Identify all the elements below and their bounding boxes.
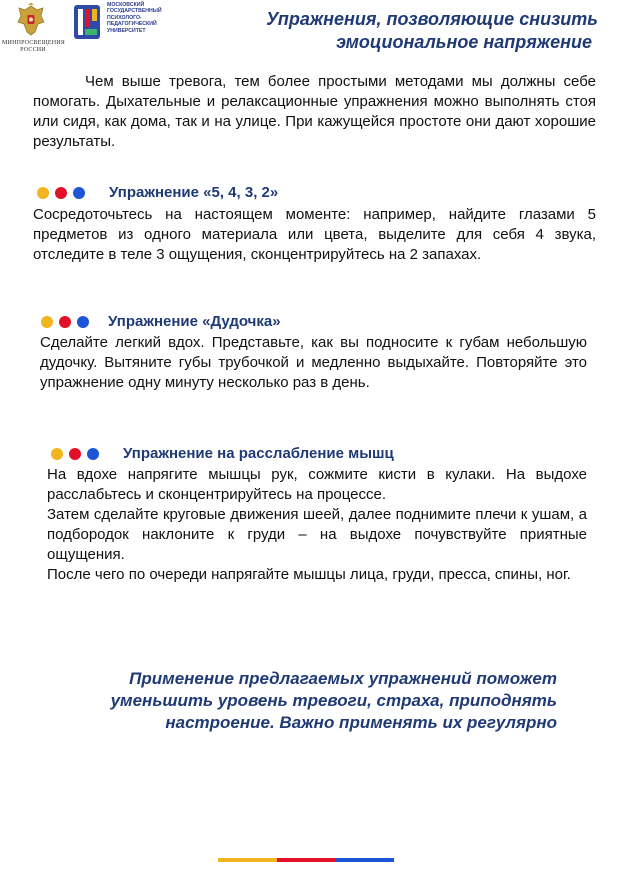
ministry-name: МИНПРОСВЕЩЕНИЯ РОССИИ <box>2 40 66 53</box>
footer-bar-red <box>277 858 336 862</box>
intro-paragraph: Чем выше тревога, тем более простыми методами мы должны себе помогать. Дыхательные и релаксационные упражнения можно выполнять стоя или сидя, как дома, так и на улице. При кажущейся простоте они дают хорошие результаты. <box>33 73 596 150</box>
red-dot-icon <box>55 187 67 199</box>
bullet-dots <box>37 187 85 199</box>
exercise-title: Упражнение на расслабление мышц <box>123 445 394 462</box>
conclusion-text <box>60 668 557 734</box>
page-title-line1: Упражнения, позволяющие снизить <box>266 9 598 29</box>
university-emblem-icon <box>72 2 112 42</box>
yellow-dot-icon <box>51 448 63 460</box>
blue-dot-icon <box>87 448 99 460</box>
blue-dot-icon <box>73 187 85 199</box>
red-dot-icon <box>69 448 81 460</box>
footer-bar-blue <box>335 858 394 862</box>
page-title-line2: эмоциональное напряжение <box>336 32 592 52</box>
ministry-logo <box>2 2 64 52</box>
university-name: МОСКОВСКИЙ ГОСУДАРСТВЕННЫЙ ПСИХОЛОГО-ПЕДАГОГИЧЕСКИЙ УНИВЕРСИТЕТ <box>107 2 162 34</box>
footer-bar-yellow <box>218 858 277 862</box>
exercise-text: Сделайте легкий вдох. Представьте, как вы подносите к губам небольшую дудочку. Вытяните губы трубочкой и медленно выдыхайте. Повторяйте это упражнение одну минуту несколько раз в день. <box>40 334 587 391</box>
conclusion-line2: уменьшить уровень тревоги, страха, приподнять <box>110 691 557 710</box>
exercise-text: Сосредоточьтесь на настоящем моменте: например, найдите глазами 5 предметов из одного материала или цвета, выделите для себя 4 звука, отследите в теле 3 ощущения, сконцентрируйтесь на 2 запахах. <box>33 206 596 263</box>
footer-color-bar <box>218 858 394 862</box>
double-headed-eagle-icon <box>13 2 49 38</box>
exercise-paragraph: Затем сделайте круговые движения шеей, далее поднимите плечи к ушам, а подбородок наклоните к груди – на выдохе почувствуйте приятные ощущения. <box>47 506 587 563</box>
bullet-dots <box>41 316 89 328</box>
conclusion-line1: Применение предлагаемых упражнений поможет <box>129 669 557 688</box>
page-title <box>200 8 598 54</box>
yellow-dot-icon <box>37 187 49 199</box>
blue-dot-icon <box>77 316 89 328</box>
exercise-title: Упражнение «5, 4, 3, 2» <box>109 184 279 201</box>
exercise-paragraph: На вдохе напрягите мышцы рук, сожмите кисти в кулаки. На выдохе расслабьтесь и сконцентрируйтесь на процессе. <box>47 466 587 503</box>
exercise-text <box>47 465 587 585</box>
university-logo <box>72 2 182 42</box>
exercise-paragraph: После чего по очереди напрягайте мышцы лица, груди, пресса, спины, ног. <box>47 566 571 583</box>
bullet-dots <box>51 448 99 460</box>
yellow-dot-icon <box>41 316 53 328</box>
exercise-title: Упражнение «Дудочка» <box>108 313 281 330</box>
conclusion-line3: настроение. Важно применять их регулярно <box>165 713 557 732</box>
red-dot-icon <box>59 316 71 328</box>
